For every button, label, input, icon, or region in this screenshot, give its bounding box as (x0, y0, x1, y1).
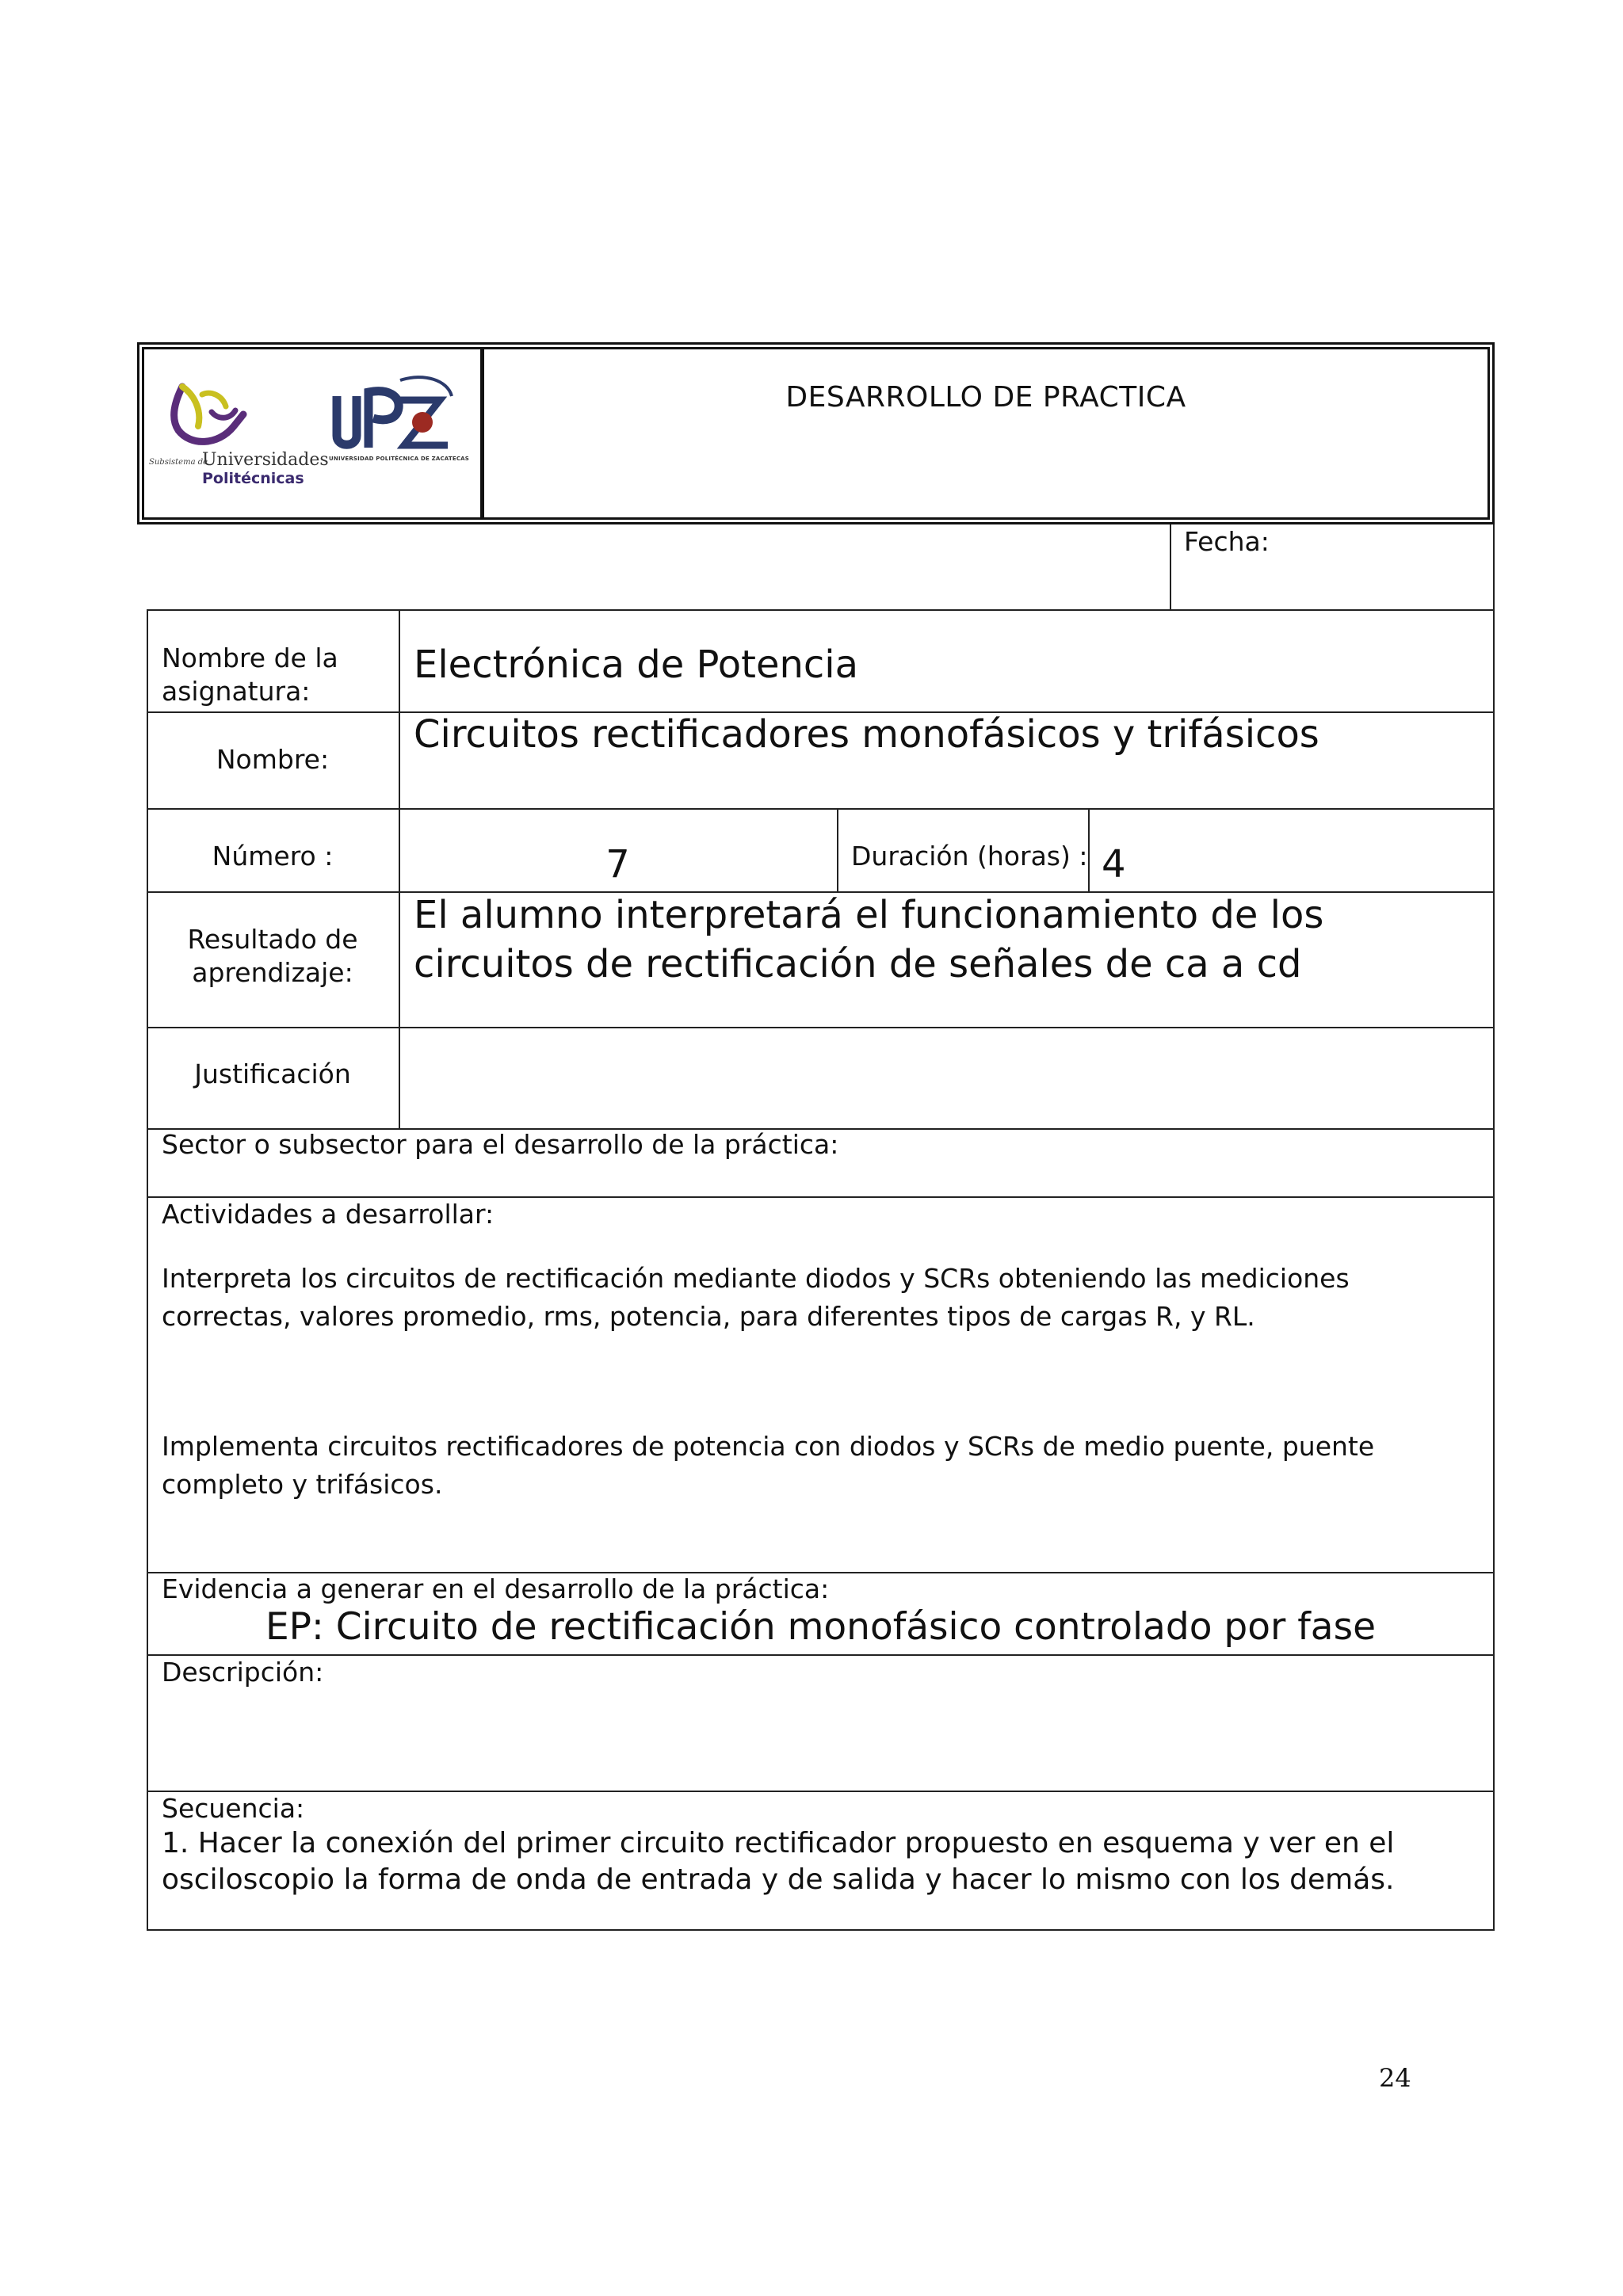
secuencia-value: 1. Hacer la conexión del primer circuito rectificador propuesto en esquema y ver en el osciloscopio la forma de onda de entrada y de salida y hacer lo mismo con los demás. (162, 1827, 1395, 1896)
column-divider (1088, 808, 1090, 891)
numero-label: Número : (212, 841, 334, 871)
evidencia-value: EP: Circuito de rectificación monofásico controlado por fase (265, 1605, 1376, 1649)
asignatura-value: Electrónica de Potencia (414, 643, 859, 687)
fecha-label: Fecha: (1184, 526, 1270, 557)
logo-subsistema-text: Subsistema de (149, 458, 208, 467)
logo-politecnicas-text: Politécnicas (202, 470, 304, 487)
resultado-label: Resultado de aprendizaje: (187, 924, 358, 988)
page-number: 24 (1379, 2063, 1411, 2093)
evidencia-label: Evidencia a generar en el desarrollo de la práctica: (162, 1573, 830, 1604)
logo-universidades-text: Universidades (202, 450, 329, 470)
row-divider (147, 1791, 1495, 1792)
numero-value: 7 (605, 842, 630, 887)
sector-label: Sector o subsector para el desarrollo de la práctica: (162, 1129, 839, 1160)
document-title: DESARROLLO DE PRACTICA (785, 381, 1186, 414)
row-divider (147, 808, 1495, 810)
descripcion-label: Descripción: (162, 1657, 324, 1688)
actividades-label: Actividades a desarrollar: (162, 1199, 495, 1230)
row-divider (147, 1027, 1495, 1028)
row-divider (147, 1654, 1495, 1656)
nombre-label: Nombre: (216, 744, 330, 775)
nombre-value: Circuitos rectificadores monofásicos y trifásicos (414, 712, 1319, 757)
asignatura-label: Nombre de la asignatura: (162, 643, 338, 707)
actividad-2: Implementa circuitos rectificadores de potencia con diodos y SCRs de medio puente, puente completo y trifásicos. (162, 1431, 1375, 1500)
actividad-1: Interpreta los circuitos de rectificación mediante diodos y SCRs obteniendo las mediciones correctas, valores promedio, rms, potencia, para diferentes tipos de cargas R, y RL. (162, 1263, 1350, 1332)
duracion-label: Duración (horas) : (851, 841, 1088, 871)
resultado-value: El alumno interpretará el funcionamiento de los circuitos de rectificación de señales de ca a cd (414, 893, 1324, 986)
justificacion-label: Justificación (194, 1058, 351, 1089)
column-divider (837, 808, 838, 891)
duracion-value: 4 (1102, 842, 1126, 887)
logo-upz-caption: UNIVERSIDAD POLITÉCNICA DE ZACATECAS (329, 456, 470, 462)
title-cell (482, 347, 1490, 520)
upz-logo (321, 372, 460, 467)
secuencia-label: Secuencia: (162, 1793, 305, 1824)
